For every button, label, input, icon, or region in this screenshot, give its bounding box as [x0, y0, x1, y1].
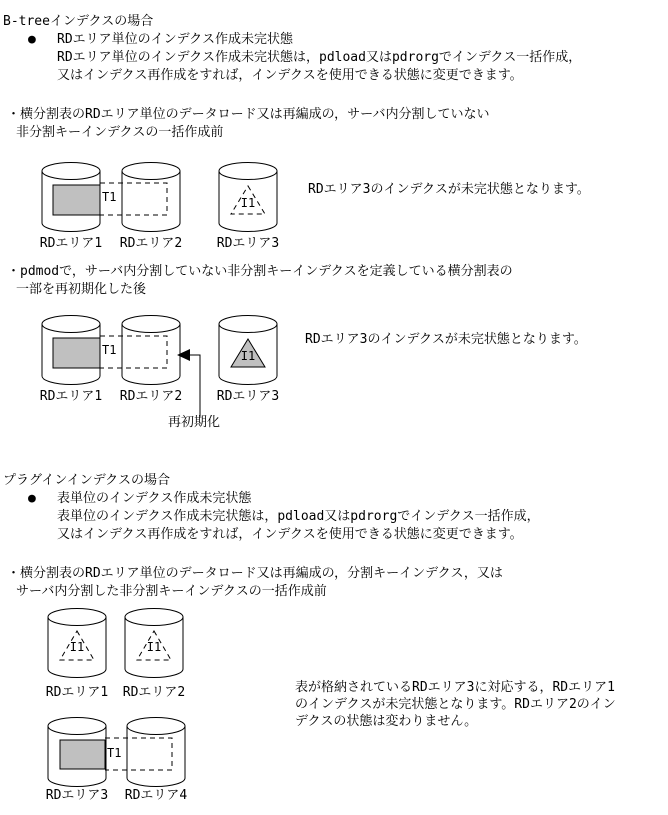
btree-item-title: RDエリア単位のインデクス作成未完状態	[57, 32, 294, 47]
btree-item-body-line1: RDエリア単位のインデクス作成未完状態は，pdload又はpdrorgでインデクス一括作成，	[57, 50, 582, 65]
btree-case2-caption-line2: 一部を再初期化した後	[16, 282, 147, 297]
rdarea-label: RDエリア2	[122, 685, 186, 700]
plugin-case1-note-line2: のインデクスが未完状態となります。RDエリア2のイン	[295, 697, 616, 712]
rdarea-label: RDエリア3	[216, 389, 280, 404]
btree-case2-note: RDエリア3のインデクスが未完状態となります。	[305, 332, 587, 347]
plugin-item-title: 表単位のインデクス作成未完状態	[57, 491, 252, 506]
reinitialize-arrow-label: 再初期化	[168, 415, 221, 430]
rdarea4-cylinder	[127, 718, 185, 787]
plugin-case1-caption-line2: サーバ内分割した非分割キーインデクスの一括作成前	[16, 584, 327, 599]
rdarea2-cylinder	[122, 316, 180, 385]
btree-case1-note: RDエリア3のインデクスが未完状態となります。	[308, 182, 590, 197]
plugin-case1-note-line1: 表が格納されているRDエリア3に対応する，RDエリア1	[295, 680, 615, 695]
plugin-item-body-line2: 又はインデクス再作成をすれば，インデクスを使用できる状態に変更できます。	[57, 527, 523, 542]
btree-case1-caption-line2: 非分割キーインデクスの一括作成前	[16, 125, 224, 140]
reinitialize-arrow-line	[190, 355, 200, 416]
bullet-icon: ●	[28, 32, 36, 47]
btree-section-heading: B-treeインデクスの場合	[3, 14, 154, 29]
plugin-section-heading: プラグインインデクスの場合	[3, 473, 171, 488]
plugin-case1-caption-line1: ・横分割表のRDエリア単位のデータロード又は再編成の，分割キーインデクス，又は	[7, 566, 503, 581]
table-t1-loaded-part	[53, 338, 100, 368]
index-label: I1	[146, 640, 162, 654]
rdarea-label: RDエリア3	[45, 788, 109, 803]
index-label: I1	[240, 349, 256, 363]
rdarea-label: RDエリア1	[39, 236, 103, 251]
rdarea-label: RDエリア1	[39, 389, 103, 404]
index-label: I1	[240, 196, 256, 210]
btree-case1-caption-line1: ・横分割表のRDエリア単位のデータロード又は再編成の，サーバ内分割していない	[7, 107, 490, 122]
btree-case2-caption-line1: ・pdmodで，サーバ内分割していない非分割キーインデクスを定義している横分割表の	[7, 264, 513, 279]
rdarea-label: RDエリア4	[124, 788, 188, 803]
rdarea-label: RDエリア3	[216, 236, 280, 251]
table-label: T1	[102, 190, 117, 204]
plugin-case1-note-line3: デクスの状態は変わりません。	[295, 714, 478, 729]
plugin-item-body-line1: 表単位のインデクス作成未完状態は，pdload又はpdrorgでインデクス一括作成，	[57, 509, 540, 524]
rdarea-label: RDエリア2	[119, 389, 183, 404]
index-label: I1	[69, 640, 85, 654]
table-label: T1	[107, 746, 122, 760]
rdarea-label: RDエリア1	[45, 685, 109, 700]
table-t1-loaded-part	[53, 185, 100, 215]
table-t1-loaded-part	[60, 740, 105, 769]
rdarea2-cylinder	[122, 163, 180, 232]
table-label: T1	[102, 343, 117, 357]
rdarea-label: RDエリア2	[119, 236, 183, 251]
btree-item-body-line2: 又はインデクス再作成をすれば，インデクスを使用できる状態に変更できます。	[57, 68, 523, 83]
bullet-icon: ●	[28, 491, 36, 506]
